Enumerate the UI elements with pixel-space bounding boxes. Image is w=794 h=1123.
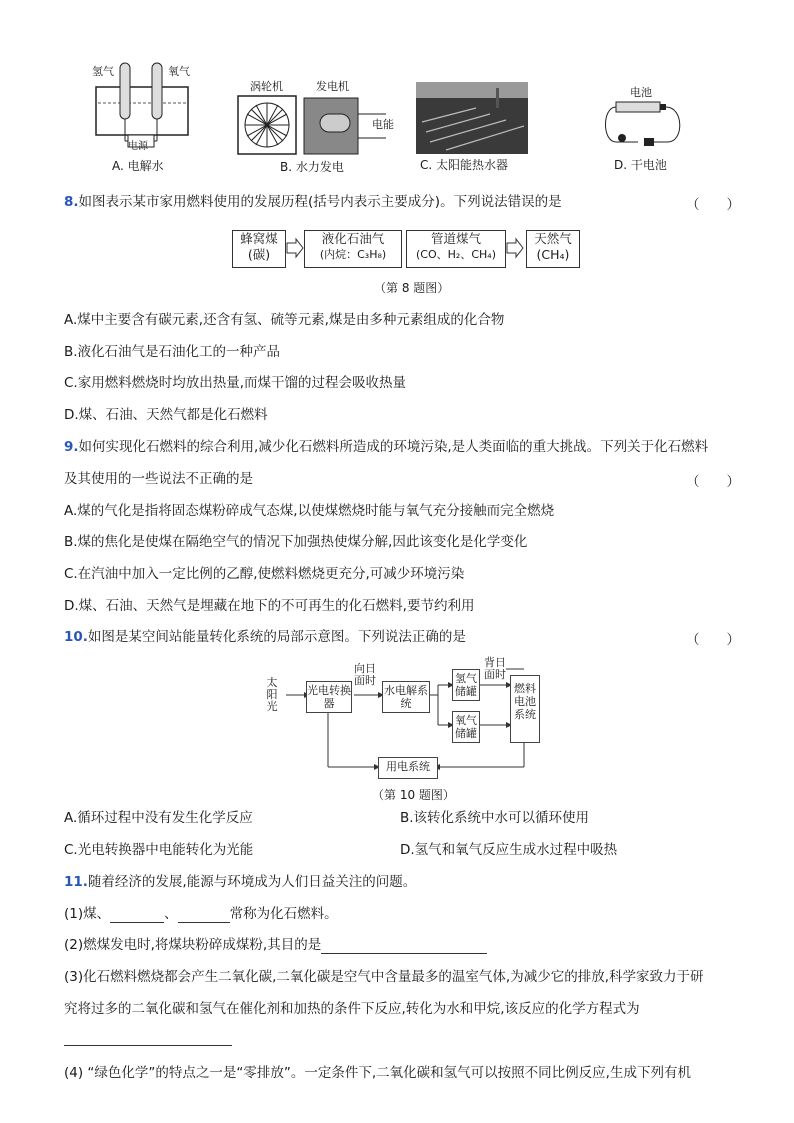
q10-number: 10. — [64, 629, 88, 645]
q11-stem-text: 随着经济的发展,能源与环境成为人们日益关注的问题。 — [87, 874, 417, 890]
box-power-consumer: 用电系统 — [378, 757, 438, 779]
q10-figure-caption: （第 10 题图） — [372, 788, 455, 802]
q11-part1-b: 、 — [164, 906, 178, 922]
q8-stem-text: 如图表示某市家用燃料使用的发展历程(括号内表示主要成分)。下列说法错误的是 — [78, 194, 562, 210]
flow-arrows — [230, 228, 590, 272]
q10-option-a[interactable]: A.循环过程中没有发生化学反应 — [64, 810, 253, 826]
flow-name: 蜂窝煤 — [240, 231, 278, 246]
q9-option-d[interactable]: D.煤、石油、天然气是埋藏在地下的不可再生的化石燃料,要节约利用 — [64, 598, 475, 614]
flow-comp: (CO、H₂、CH₄) — [416, 248, 496, 261]
q11-part3-line1: (3)化石燃料燃烧都会产生二氧化碳,二氧化碳是空气中含量最多的温室气体,为减少它的排放,科学家致力于研 — [64, 969, 704, 985]
q8-figure-caption: （第 8 题图） — [374, 281, 450, 295]
q8-option-d[interactable]: D.煤、石油、天然气都是化石燃料 — [64, 407, 268, 423]
dry-cell-diagram — [598, 98, 698, 158]
flow-name: 液化石油气 — [321, 231, 385, 246]
q9-option-c[interactable]: C.在汽油中加入一定比例的乙醇,使燃料燃烧更充分,可减少环境污染 — [64, 566, 465, 582]
q9-stem-text: 如何实现化石燃料的综合利用,减少化石燃料所造成的环境污染,是人类面临的重大挑战。下列关于化石燃料 — [78, 439, 709, 455]
box-water-electrolysis: 水电解系统 — [382, 681, 430, 713]
q8-flowchart — [230, 228, 590, 272]
caption-a: A. 电解水 — [112, 159, 164, 173]
label-power-source: 电源 — [128, 141, 148, 152]
q11-part2 — [64, 936, 487, 954]
q10-option-d[interactable]: D.氢气和氧气反应生成水过程中吸热 — [400, 842, 618, 858]
q11-part3-line2: 究将过多的二氧化碳和氢气在催化剂和加热的条件下反应,转化为水和甲烷,该反应的化学方程式为 — [64, 1001, 640, 1017]
box-hydrogen-tank: 氢气储罐 — [452, 669, 480, 701]
q11-stem — [64, 873, 416, 891]
q8-option-c[interactable]: C.家用燃料燃烧时均放出热量,而煤干馏的过程会吸收热量 — [64, 375, 407, 391]
caption-b: B. 水力发电 — [280, 160, 344, 174]
q8-stem — [64, 193, 562, 211]
label-sunlight: 太阳光 — [266, 676, 278, 713]
q11-number: 11. — [64, 874, 88, 890]
q8-number: 8. — [64, 194, 79, 210]
solar-heater-photo — [416, 82, 528, 154]
q11-part2-text: (2)燃煤发电时,将煤块粉碎成煤粉,其目的是 — [64, 937, 322, 953]
q10-stem — [64, 628, 466, 646]
q11-part1-c: 常称为化石燃料。 — [229, 906, 338, 922]
q11-part4: (4) “绿色化学”的特点之一是“零排放”。一定条件下,二氧化碳和氢气可以按照不同比例反应,生成下列有机 — [64, 1065, 691, 1081]
flow-comp: (碳) — [247, 247, 271, 262]
caption-d: D. 干电池 — [614, 158, 667, 172]
q11-part1-a: (1)煤、 — [64, 906, 111, 922]
label-sun-facing: 向日面时 — [354, 662, 376, 687]
q11-blank-1[interactable] — [110, 908, 164, 923]
q11-blank-3[interactable] — [321, 939, 487, 954]
q10-stem-text: 如图是某空间站能量转化系统的局部示意图。下列说法正确的是 — [87, 629, 466, 645]
label-hydrogen: 氢气 — [92, 65, 114, 78]
q9-answer-paren[interactable]: （ ） — [686, 474, 740, 490]
q10-option-b[interactable]: B.该转化系统中水可以循环使用 — [400, 810, 590, 826]
flow-comp: (CH₄) — [536, 247, 570, 262]
figure-hydropower — [236, 78, 406, 178]
q10-option-c[interactable]: C.光电转换器中电能转化为光能 — [64, 842, 254, 858]
label-battery: 电池 — [630, 86, 652, 99]
q11-blank-2[interactable] — [178, 908, 230, 923]
label-electric-energy: 电能 — [372, 118, 394, 131]
q9-option-b[interactable]: B.煤的焦化是使煤在隔绝空气的情况下加强热使煤分解,因此该变化是化学变化 — [64, 534, 528, 550]
box-fuel-cell: 燃料电池系统 — [510, 675, 540, 743]
q8-answer-paren[interactable]: （ ） — [686, 197, 740, 213]
q9-stem-line1 — [64, 438, 708, 456]
figure-electrolysis — [88, 55, 198, 175]
q11-blank-equation[interactable] — [64, 1044, 232, 1046]
q10-diagram — [262, 655, 552, 785]
q11-part1 — [64, 905, 338, 923]
box-oxygen-tank: 氧气储罐 — [452, 711, 480, 743]
q9-number: 9. — [64, 439, 79, 455]
q9-option-a[interactable]: A.煤的气化是指将固态煤粉碎成气态煤,以使煤燃烧时能与氧气充分接触而完全燃烧 — [64, 503, 555, 519]
q8-option-b[interactable]: B.液化石油气是石油化工的一种产品 — [64, 344, 281, 360]
label-generator: 发电机 — [316, 80, 349, 93]
flow-name: 天然气 — [534, 231, 572, 246]
caption-c: C. 太阳能热水器 — [420, 158, 509, 172]
label-oxygen: 氧气 — [168, 65, 190, 78]
label-night-side: 背日面时 — [484, 656, 506, 681]
label-turbine: 涡轮机 — [250, 80, 283, 93]
q8-option-a[interactable]: A.煤中主要含有碳元素,还含有氢、硫等元素,煤是由多种元素组成的化合物 — [64, 312, 505, 328]
q9-stem-line2: 及其使用的一些说法不正确的是 — [64, 471, 253, 487]
figure-solar-heater — [416, 82, 528, 182]
flow-comp: (内烷：C₃H₈) — [319, 248, 387, 261]
figure-dry-cell — [598, 84, 698, 176]
box-photoelectric-converter: 光电转换器 — [306, 681, 352, 713]
flow-name: 管道煤气 — [430, 231, 481, 246]
q10-answer-paren[interactable]: （ ） — [686, 632, 740, 648]
